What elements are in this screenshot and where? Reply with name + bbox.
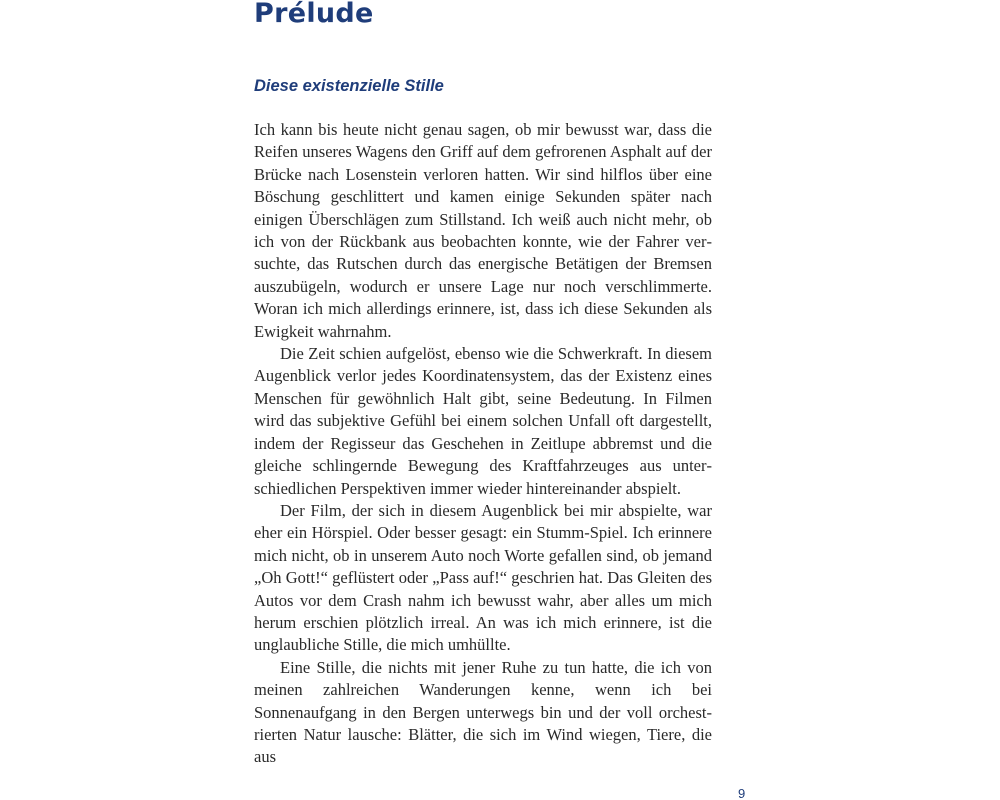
paragraph: Die Zeit schien aufgelöst, ebenso wie die Schwerkraft. In diesem Augenblick verlor jedes Koordinatensystem, das der Existenz eines Menschen für gewöhnlich Halt gibt, seine Bedeutung. In Filmen wird das subjektive Gefühl bei einem solchen Unfall oft dargestellt, indem der Regisseur das Geschehen in Zeitlupe abbremst und die gleiche schlingernde Bewegung des Kraftfahrzeuges aus unterschiedlichen Perspektiven immer wieder hintereinander abspielt. — [254, 344, 712, 498]
paragraph: Ich kann bis heute nicht genau sagen, ob mir bewusst war, dass die Reifen unseres Wagens den Griff auf dem gefrorenen Asphalt auf der Brücke nach Losenstein verloren hatten. Wir sind hilflos über eine Böschung geschlittert und kamen einige Sekunden später nach einigen Überschlägen zum Stillstand. Ich weiß auch nicht mehr, ob ich von der Rückbank aus beobachten konnte, wie der Fahrer versuchte, das Rutschen durch das energische Betätigen der Bremsen auszubügeln, wodurch er unsere Lage nur noch verschlimmerte. Woran ich mich allerdings erinnere, ist, dass ich diese Sekunden als Ewigkeit wahrnahm. — [254, 120, 712, 341]
section-title: Diese existenzielle Stille — [254, 77, 444, 95]
body-text — [254, 119, 712, 769]
chapter-title: Prélude — [254, 0, 374, 29]
page-number: 9 — [738, 786, 746, 800]
paragraph: Eine Stille, die nichts mit jener Ruhe zu tun hatte, die ich von meinen zahlreichen Wanderungen kenne, wenn ich bei Sonnenaufgang in den Bergen unterwegs bin und der voll orchestrierten Natur lausche: Blätter, die sich im Wind wiegen, Tiere, die aus — [254, 657, 712, 767]
paragraph: Der Film, der sich in diesem Augenblick bei mir abspielte, war eher ein Hörspiel. Oder besser gesagt: ein Stumm-Spiel. Ich erinnere mich nicht, ob in unserem Auto noch Worte gefallen sind, ob jemand „Oh Gott!“ geflüstert oder „Pass auf!“ geschrien hat. Das Gleiten des Autos vor dem Crash nahm ich bewusst wahr, aber alles um mich herum erschien plötzlich irreal. An was ich mich erinnere, ist die unglaubliche Stille, die mich umhüllte. — [254, 500, 712, 655]
